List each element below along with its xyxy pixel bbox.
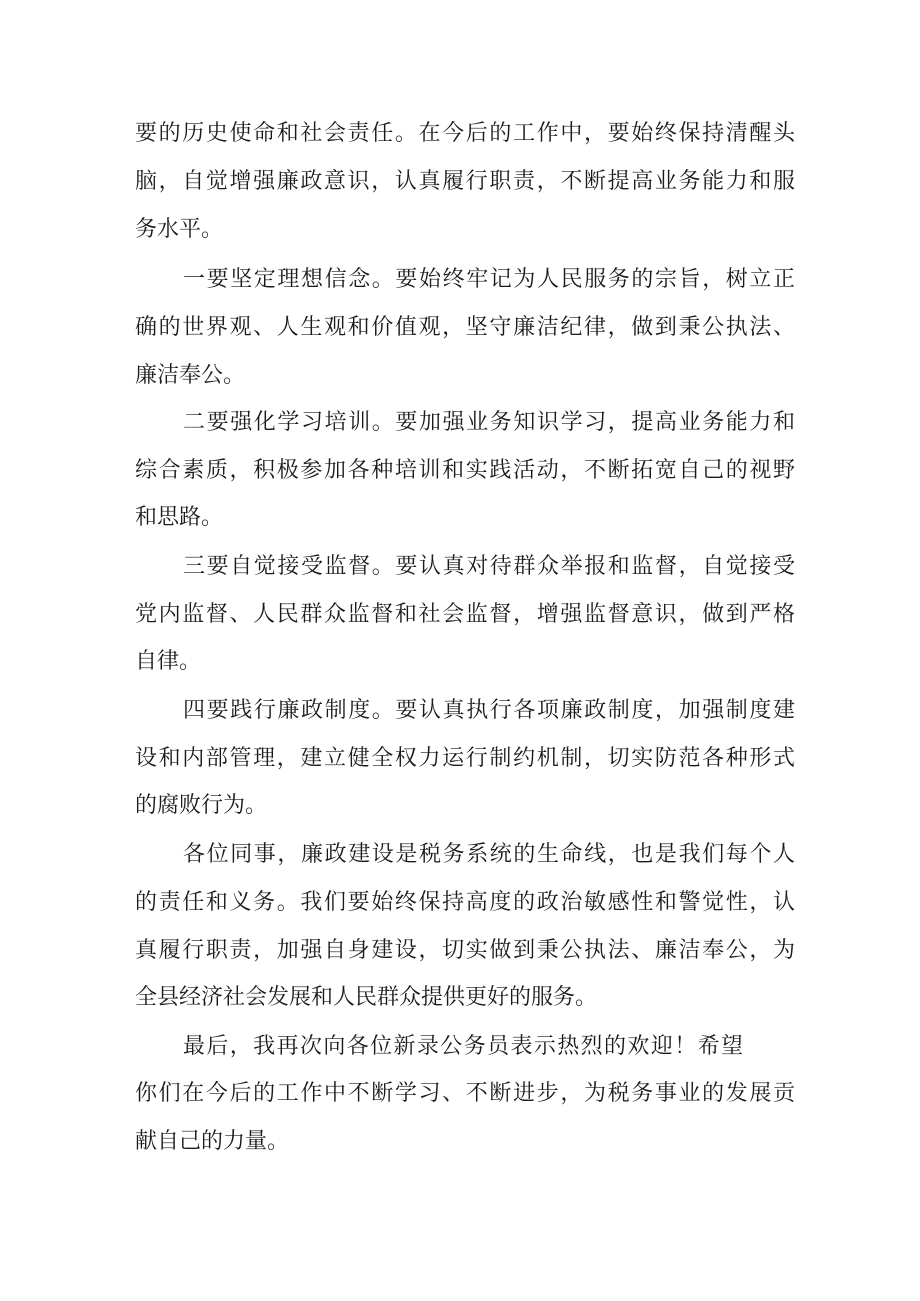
paragraph-6-line-1: 各位同事，廉政建设是税务系统的生命线，也是我们每个人: [183, 842, 795, 867]
paragraph-1-line-2: 脑，自觉增强廉政意识，认真履行职责，不断提高业务能力和服: [135, 169, 795, 194]
paragraph-7-line-2: 你们在今后的工作中不断学习、不断进步，为税务事业的发展贡: [135, 1081, 795, 1106]
paragraph-4-line-3: 自律。: [135, 649, 202, 674]
paragraph-1-line-1: 要的历史使命和社会责任。在今后的工作中，要始终保持清醒头: [135, 121, 795, 146]
paragraph-6-line-3: 真履行职责，加强自身建设，切实做到秉公执法、廉洁奉公，为: [135, 938, 795, 963]
paragraph-3-line-2: 综合素质，积极参加各种培训和实践活动，不断拓宽自己的视野: [135, 458, 795, 483]
paragraph-7-line-1: 最后，我再次向各位新录公务员表示热烈的欢迎！希望: [183, 1034, 743, 1059]
paragraph-5-line-2: 设和内部管理，建立健全权力运行制约机制，切实防范各种形式: [135, 746, 795, 771]
paragraph-3-line-3: 和思路。: [135, 505, 224, 530]
paragraph-2-line-2: 确的世界观、人生观和价值观，坚守廉洁纪律，做到秉公执法、: [135, 315, 795, 340]
paragraph-1-line-3: 务水平。: [135, 217, 224, 242]
paragraph-2-line-3: 廉洁奉公。: [135, 363, 246, 388]
paragraph-6-line-4: 全县经济社会发展和人民群众提供更好的服务。: [135, 985, 598, 1010]
paragraph-4-line-2: 党内监督、人民群众监督和社会监督，增强监督意识，做到严格: [135, 602, 795, 627]
paragraph-2-line-1: 一要坚定理想信念。要始终牢记为人民服务的宗旨，树立正: [183, 267, 795, 292]
paragraph-3-line-1: 二要强化学习培训。要加强业务知识学习，提高业务能力和: [183, 410, 795, 435]
paragraph-7-line-3: 献自己的力量。: [135, 1129, 290, 1154]
paragraph-6-line-2: 的责任和义务。我们要始终保持高度的政治敏感性和警觉性，认: [135, 890, 795, 915]
paragraph-5-line-3: 的腐败行为。: [135, 793, 268, 818]
paragraph-4-line-1: 三要自觉接受监督。要认真对待群众举报和监督，自觉接受: [183, 554, 795, 579]
paragraph-5-line-1: 四要践行廉政制度。要认真执行各项廉政制度，加强制度建: [183, 698, 795, 723]
